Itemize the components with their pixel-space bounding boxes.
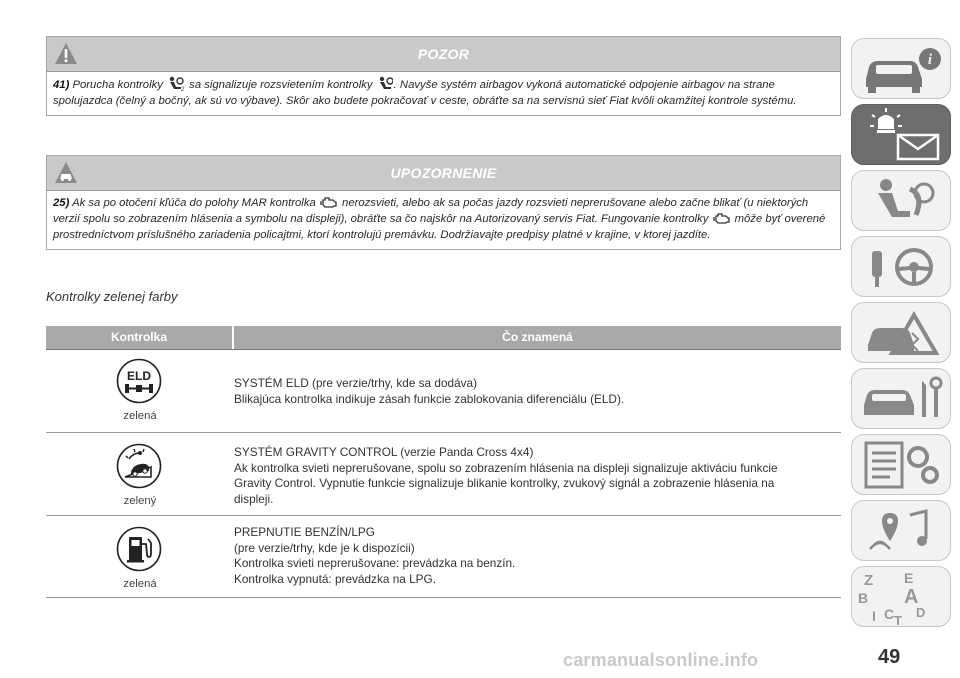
sidebar-item-car-info[interactable] (851, 38, 951, 99)
svg-text:Z: Z (864, 572, 874, 589)
sidebar-item-maintenance[interactable] (851, 368, 951, 429)
seat-airbag-icon (852, 171, 952, 232)
page-number: 49 (878, 646, 901, 668)
svg-text:i: i (927, 52, 933, 68)
index-letters-icon (852, 567, 952, 628)
warning-box-title: POZOR (417, 46, 470, 62)
svg-text:C: C (884, 606, 895, 622)
notice-box (46, 155, 841, 250)
svg-text:A: A (904, 586, 919, 608)
svg-text:D: D (916, 605, 926, 620)
svg-text:T: T (894, 613, 902, 628)
warning-lights-table (46, 326, 841, 598)
car-info-icon (852, 39, 952, 100)
multimedia-icon (852, 501, 952, 562)
warning-box (46, 36, 841, 116)
lamp-caption: zelená (123, 578, 157, 590)
meaning-cell: SYSTÉM ELD (pre verzie/trhy, kde sa dodáva) Blikajúca kontrolka indikuje zásah funkcie zablokovania diferenciálu (ELD). (234, 376, 625, 406)
sidebar-item-multimedia[interactable] (851, 500, 951, 561)
table-row (46, 349, 841, 433)
eld-icon (116, 358, 162, 404)
svg-text:E: E (904, 570, 914, 586)
sidebar-item-technical-data[interactable] (851, 434, 951, 495)
meaning-cell: PREPNUTIE BENZÍN/LPG (pre verzie/trhy, kde je k dispozícii) Kontrolka svieti neprerušovane: prevádzka na benzín. Kontrolka vypnutá: prevádzka na LPG. (234, 525, 516, 586)
gravity-control-icon (116, 443, 162, 489)
sidebar-item-safety[interactable] (851, 170, 951, 231)
specs-gears-icon (852, 435, 952, 496)
meaning-cell: SYSTÉM GRAVITY CONTROL (verzie Panda Cross 4x4) Ak kontrolka svieti neprerušovane, spolu so zobrazením hlásenia na displeji signalizuje aktiváciu funkcie Gravity Control. Vypnutie funkcie signalizuje blikanie kontrolky, zvukový signál a zobrazenie hlásenia na displeji. (234, 445, 778, 506)
lamp-caption: zelený (123, 495, 157, 507)
airbag-icon (377, 76, 393, 91)
svg-text:I: I (872, 608, 876, 624)
lamp-cell (46, 433, 234, 515)
col-header-lamp: Kontrolka (46, 326, 234, 349)
col-header-meaning: Čo znamená (502, 330, 573, 344)
section-title: Kontrolky zelenej farby (46, 289, 178, 304)
warning-box-text: 41) Porucha kontrolky 2 sa signalizuje rozsvietením kontrolky . Navyše systém airbagov vykoná automatické odpojenie airbagov na strane spolujazdca (čelný a bočný, ak sú vo výbave). Skôr ako budete pokračovať v ceste, obráťte sa na servisnú sieť Fiat kvôli okamžitej kontrole systému. (47, 72, 840, 115)
svg-text:2: 2 (181, 87, 185, 91)
sidebar-item-starting-driving[interactable] (851, 236, 951, 297)
sidebar-item-index[interactable] (851, 566, 951, 627)
sidebar-item-emergency[interactable] (851, 302, 951, 363)
car-tools-icon (852, 369, 952, 430)
key-steering-wheel-icon (852, 237, 952, 298)
lamp-caption: zelená (123, 410, 157, 422)
notice-number: 25) (53, 197, 70, 209)
svg-text:B: B (858, 590, 869, 606)
table-header (46, 326, 841, 349)
fuel-pump-icon (116, 526, 162, 572)
warning-number: 41) (53, 79, 70, 91)
warning-box-header (47, 37, 840, 72)
lamp-cell (46, 516, 234, 597)
notice-box-title: UPOZORNENIE (390, 165, 497, 181)
sidebar-item-warning-lights[interactable] (851, 104, 951, 165)
watermark: carmanualsonline.info (563, 650, 759, 670)
notice-box-text: 25) Ak sa po otočení kľúča do polohy MAR kontrolka nerozsvieti, alebo ak sa počas jazdy rozsvieti neprerušovane alebo začne blikať (u niektorých verzií spolu so zobrazením hlásenia a symbolu na displeji), obráťte sa čo najskôr na Autorizovaný servis Fiat. Fungovanie kontrolky môže byť overené prostredníctvom príslušného zariadenia policajtmi, ktorí kontrolujú premávku. Dodržiavajte predpisy platné v krajine, v ktorej jazdíte. (47, 191, 840, 249)
svg-text:ELD: ELD (127, 369, 151, 383)
airbag-seat-icon (167, 76, 185, 91)
accident-warning-icon (852, 303, 952, 364)
warning-light-message-icon (852, 105, 952, 166)
table-row (46, 433, 841, 516)
notice-box-header (47, 156, 840, 191)
table-row (46, 516, 841, 598)
engine-check-icon (713, 211, 731, 225)
engine-check-icon (320, 195, 338, 209)
lamp-cell (46, 350, 234, 432)
